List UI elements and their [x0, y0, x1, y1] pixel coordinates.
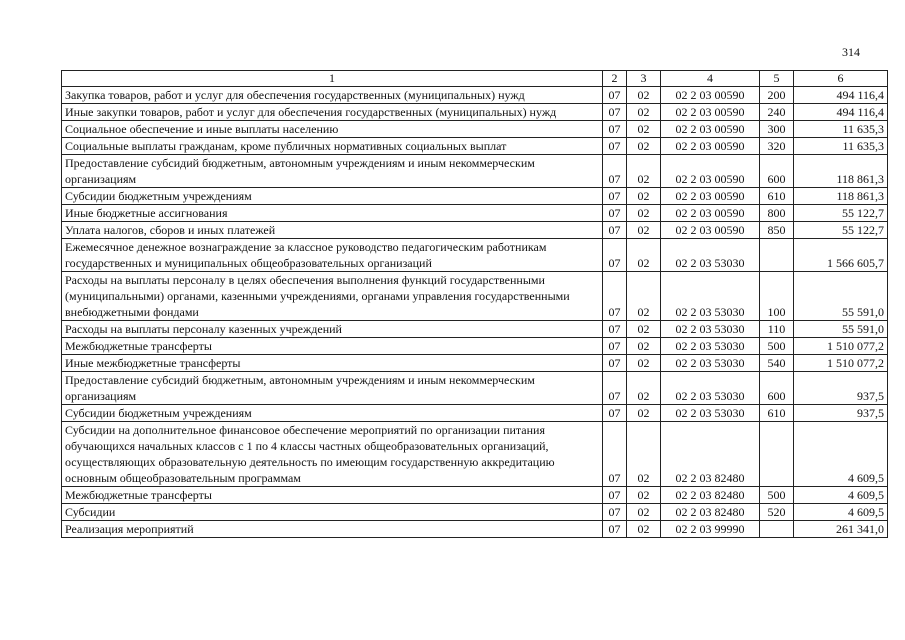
header-col-2: 2 [603, 71, 627, 87]
amount: 494 116,4 [794, 87, 888, 104]
header-col-4: 4 [661, 71, 760, 87]
item-name: Межбюджетные трансферты [62, 487, 603, 504]
header-row [62, 71, 888, 87]
table-row [62, 405, 888, 422]
item-name: Социальное обеспечение и иные выплаты населению [62, 121, 603, 138]
section-code: 07 [603, 222, 627, 239]
table-row [62, 104, 888, 121]
target-article-code: 02 2 03 53030 [661, 239, 760, 272]
item-name: Предоставление субсидий бюджетным, автономным учреждениям и иным некоммерческим организациям [62, 372, 603, 405]
target-article-code: 02 2 03 53030 [661, 272, 760, 321]
section-code: 07 [603, 205, 627, 222]
section-code: 07 [603, 188, 627, 205]
subsection-code: 02 [627, 422, 661, 487]
table-row [62, 338, 888, 355]
table-row [62, 372, 888, 405]
target-article-code: 02 2 03 82480 [661, 422, 760, 487]
expense-type-code: 240 [760, 104, 794, 121]
item-name: Субсидии на дополнительное финансовое обеспечение мероприятий по организации питания обучающихся начальных классов с 1 по 4 классы частных общеобразовательных организаций, осуществляющих образовательную деятельность по имеющим государственную аккредитацию основным общеобразовательным программам [62, 422, 603, 487]
expense-type-code: 800 [760, 205, 794, 222]
target-article-code: 02 2 03 53030 [661, 321, 760, 338]
amount: 494 116,4 [794, 104, 888, 121]
expense-type-code: 610 [760, 188, 794, 205]
amount: 1 566 605,7 [794, 239, 888, 272]
section-code: 07 [603, 405, 627, 422]
target-article-code: 02 2 03 00590 [661, 155, 760, 188]
expense-type-code: 540 [760, 355, 794, 372]
target-article-code: 02 2 03 00590 [661, 121, 760, 138]
section-code: 07 [603, 121, 627, 138]
table-row [62, 504, 888, 521]
page-number: 314 [842, 45, 860, 59]
amount: 55 122,7 [794, 222, 888, 239]
section-code: 07 [603, 155, 627, 188]
amount: 11 635,3 [794, 138, 888, 155]
section-code: 07 [603, 338, 627, 355]
expense-type-code: 300 [760, 121, 794, 138]
expense-type-code: 610 [760, 405, 794, 422]
item-name: Ежемесячное денежное вознаграждение за классное руководство педагогическим работникам государственных и муниципальных общеобразовательных организаций [62, 239, 603, 272]
expense-type-code: 100 [760, 272, 794, 321]
table-row [62, 87, 888, 104]
amount: 118 861,3 [794, 188, 888, 205]
subsection-code: 02 [627, 521, 661, 538]
amount: 261 341,0 [794, 521, 888, 538]
section-code: 07 [603, 355, 627, 372]
target-article-code: 02 2 03 82480 [661, 504, 760, 521]
target-article-code: 02 2 03 53030 [661, 338, 760, 355]
subsection-code: 02 [627, 188, 661, 205]
amount: 1 510 077,2 [794, 338, 888, 355]
section-code: 07 [603, 372, 627, 405]
item-name: Закупка товаров, работ и услуг для обеспечения государственных (муниципальных) нужд [62, 87, 603, 104]
table-row [62, 521, 888, 538]
amount: 4 609,5 [794, 487, 888, 504]
header-col-5: 5 [760, 71, 794, 87]
expense-type-code: 500 [760, 338, 794, 355]
item-name: Реализация мероприятий [62, 521, 603, 538]
target-article-code: 02 2 03 82480 [661, 487, 760, 504]
section-code: 07 [603, 321, 627, 338]
table-row [62, 321, 888, 338]
table-body [62, 87, 888, 538]
section-code: 07 [603, 504, 627, 521]
amount: 1 510 077,2 [794, 355, 888, 372]
section-code: 07 [603, 87, 627, 104]
amount: 55 591,0 [794, 272, 888, 321]
amount: 4 609,5 [794, 422, 888, 487]
subsection-code: 02 [627, 405, 661, 422]
table-row [62, 188, 888, 205]
target-article-code: 02 2 03 00590 [661, 104, 760, 121]
table-row [62, 205, 888, 222]
target-article-code: 02 2 03 00590 [661, 188, 760, 205]
item-name: Субсидии бюджетным учреждениям [62, 188, 603, 205]
table-row [62, 121, 888, 138]
expense-type-code [760, 422, 794, 487]
target-article-code: 02 2 03 00590 [661, 222, 760, 239]
expense-type-code: 500 [760, 487, 794, 504]
subsection-code: 02 [627, 272, 661, 321]
table-row [62, 487, 888, 504]
section-code: 07 [603, 422, 627, 487]
subsection-code: 02 [627, 372, 661, 405]
expense-type-code [760, 521, 794, 538]
target-article-code: 02 2 03 53030 [661, 372, 760, 405]
amount: 4 609,5 [794, 504, 888, 521]
item-name: Иные закупки товаров, работ и услуг для обеспечения государственных (муниципальных) нужд [62, 104, 603, 121]
table-row [62, 355, 888, 372]
subsection-code: 02 [627, 222, 661, 239]
item-name: Расходы на выплаты персоналу казенных учреждений [62, 321, 603, 338]
budget-table [61, 70, 888, 538]
amount: 937,5 [794, 372, 888, 405]
expense-type-code [760, 239, 794, 272]
item-name: Социальные выплаты гражданам, кроме публичных нормативных социальных выплат [62, 138, 603, 155]
section-code: 07 [603, 272, 627, 321]
subsection-code: 02 [627, 155, 661, 188]
target-article-code: 02 2 03 00590 [661, 87, 760, 104]
target-article-code: 02 2 03 99990 [661, 521, 760, 538]
subsection-code: 02 [627, 121, 661, 138]
section-code: 07 [603, 138, 627, 155]
table-row [62, 155, 888, 188]
subsection-code: 02 [627, 239, 661, 272]
table-row [62, 422, 888, 487]
item-name: Уплата налогов, сборов и иных платежей [62, 222, 603, 239]
amount: 55 122,7 [794, 205, 888, 222]
target-article-code: 02 2 03 00590 [661, 205, 760, 222]
expense-type-code: 110 [760, 321, 794, 338]
item-name: Иные бюджетные ассигнования [62, 205, 603, 222]
section-code: 07 [603, 104, 627, 121]
expense-type-code: 600 [760, 372, 794, 405]
subsection-code: 02 [627, 355, 661, 372]
table-row [62, 138, 888, 155]
amount: 118 861,3 [794, 155, 888, 188]
subsection-code: 02 [627, 104, 661, 121]
item-name: Предоставление субсидий бюджетным, автономным учреждениям и иным некоммерческим организациям [62, 155, 603, 188]
target-article-code: 02 2 03 53030 [661, 405, 760, 422]
expense-type-code: 200 [760, 87, 794, 104]
item-name: Субсидии бюджетным учреждениям [62, 405, 603, 422]
item-name: Межбюджетные трансферты [62, 338, 603, 355]
subsection-code: 02 [627, 87, 661, 104]
subsection-code: 02 [627, 205, 661, 222]
subsection-code: 02 [627, 321, 661, 338]
expense-type-code: 320 [760, 138, 794, 155]
subsection-code: 02 [627, 138, 661, 155]
amount: 937,5 [794, 405, 888, 422]
item-name: Иные межбюджетные трансферты [62, 355, 603, 372]
amount: 11 635,3 [794, 121, 888, 138]
target-article-code: 02 2 03 00590 [661, 138, 760, 155]
subsection-code: 02 [627, 487, 661, 504]
section-code: 07 [603, 239, 627, 272]
item-name: Расходы на выплаты персоналу в целях обеспечения выполнения функций государственными (муниципальными) органами, казенными учреждениями, органами управления государственными внебюджетными фондами [62, 272, 603, 321]
expense-type-code: 520 [760, 504, 794, 521]
section-code: 07 [603, 487, 627, 504]
expense-type-code: 850 [760, 222, 794, 239]
amount: 55 591,0 [794, 321, 888, 338]
item-name: Субсидии [62, 504, 603, 521]
subsection-code: 02 [627, 338, 661, 355]
table-row [62, 272, 888, 321]
section-code: 07 [603, 521, 627, 538]
table-row [62, 222, 888, 239]
header-col-1: 1 [62, 71, 603, 87]
target-article-code: 02 2 03 53030 [661, 355, 760, 372]
header-col-3: 3 [627, 71, 661, 87]
subsection-code: 02 [627, 504, 661, 521]
header-col-6: 6 [794, 71, 888, 87]
table-row [62, 239, 888, 272]
expense-type-code: 600 [760, 155, 794, 188]
